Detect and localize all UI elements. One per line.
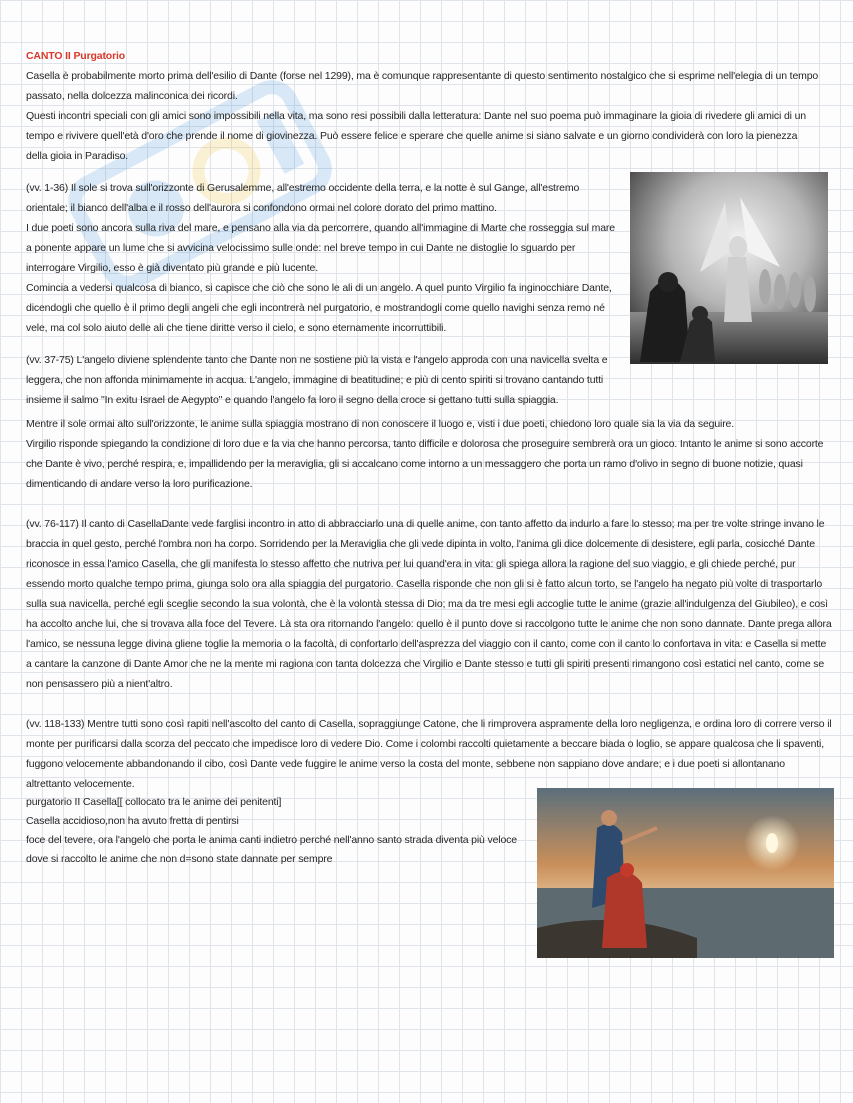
intro-block — [26, 46, 821, 166]
section-vv-37-75 — [26, 350, 626, 410]
notes-block — [26, 793, 531, 869]
note-line: purgatorio II Casella[[ collocato tra le anime dei penitenti] — [26, 796, 282, 808]
intro-paragraph: Questi incontri speciali con gli amici sono impossibili nella vita, ma sono resi possibili dalla letteratura: Dante nel suo poema può immaginare la gioia di rivedere gli amici di un tempo e rivivere quell'età d'oro che prende il nome di giovinezza. Può essere felice e sperare che quelle anime si siano salvate e un giorno condividerà con loro la pienezza della gioia in Paradiso. — [26, 110, 806, 162]
paragraph: (vv. 118-133) Mentre tutti sono così rapiti nell'ascolto del canto di Casella, sopraggiunge Catone, che li rimprovera aspramente della loro negligenza, e ordina loro di correre verso il monte per purificarsi dalla scorza del peccato che impedisce loro di vedere Dio. Come i colombi raccolti quietamente a beccare biada o loglio, se appare qualcosa che li spaventi, fuggono velocemente abbandonando il cibo, così Dante vede fuggire le anime verso la costa del monte, sebbene non sappiano dove andare; e i due poeti si allontanano altrettanto velocemente. — [26, 718, 832, 790]
section-vv-118-133 — [26, 714, 832, 794]
page-title: CANTO II Purgatorio — [26, 50, 126, 62]
paragraph: (vv. 37-75) L'angelo diviene splendente tanto che Dante non ne sostiene più la vista e l'angelo approda con una navicella svelta e leggera, che non affonda minimamente in acqua. L'angelo, immagine di beatitudine; e più di cento spiriti si trovano cantando tutti insieme il salmo "In exitu Israel de Aegypto" e quando l'angelo fa loro il segno della croce si gettano tutti sulla spiaggia. — [26, 354, 608, 406]
paragraph: Mentre il sole ormai alto sull'orizzonte, le anime sulla spiaggia mostrano di non conoscere il luogo e, visti i due poeti, chiedono loro quale sia la via da seguire. — [26, 418, 734, 430]
paragraph: (vv. 1-36) Il sole si trova sull'orizzonte di Gerusalemme, all'estremo occidente della terra, e la notte è sul Gange, all'estremo orientale; il bianco dell'alba e il rosso dell'aurora si confondono ormai nel colore dorato del primo mattino. — [26, 182, 580, 214]
paragraph: Virgilio risponde spiegando la condizione di loro due e la via che hanno percorsa, tanto difficile e dolorosa che proseguire sembrerà ora un gioco. Intanto le anime si sono accorte che Dante è vivo, perché respira, e, impallidendo per la meraviglia, gli si accalcano come intorno a un messaggero che porta un ramo d'olivo in segno di buone notizie, quasi dimenticando di andare verso la loro purificazione. — [26, 438, 824, 490]
angel-engraving-image — [630, 172, 828, 364]
section-vv-37-75-continued — [26, 414, 832, 494]
section-vv-76-117 — [26, 514, 832, 694]
dante-virgil-painting-image — [537, 788, 834, 958]
section-vv-1-36 — [26, 178, 616, 338]
note-line: Casella accidioso,non ha avuto fretta di pentirsi — [26, 815, 239, 827]
paragraph: (vv. 76-117) Il canto di CasellaDante vede farglisi incontro in atto di abbracciarlo una di quelle anime, con tanto affetto da indurlo a fare lo stesso; ma per tre volte stringe invano le braccia in quel gesto, perché l'ombra non ha corpo. Sorridendo per la Meraviglia che gli vede dipinta in volto, l'anima gli dice dolcemente di desistere, egli parla, cosicché Dante riconosce in essa l'amico Casella, che gli manifesta lo stesso affetto che nutriva per lui quand'era in vita: gli spiega allora la ragione del suo viaggio, e gli chiede perché, pur essendo morto qualche tempo prima, giunga solo ora alla spiaggia del purgatorio. Casella risponde che non gli si è fatto alcun torto, se l'angelo ha negato più volte di trasportarlo sulla sua navicella, perché egli sceglie secondo la sua volontà, che è la volontà stessa di Dio; ma da tre mesi egli accoglie tutte le anime (grazie all'indulgenza del Giubileo), e così ha accolto anche lui, che si trovava alla foce del Tevere. Là sta ora ritornando l'angelo: quello è il punto dove si raccolgono tutte le anime che non sono dannate. Dante prega allora l'amico, se nessuna legge divina gliene toglie la memoria o la facoltà, di confortarlo dell'asprezza del viaggio con il canto, come con il canto lo confortava in vita: e Casella si mette a cantare la canzone di Dante Amor che ne la mente mi ragiona con tanta dolcezza che Virgilio e Dante stesso e tutti gli spiriti presenti rimangono così estatici nel canto, come se non pensassero più a nient'altro. — [26, 518, 832, 690]
paragraph: I due poeti sono ancora sulla riva del mare, e pensano alla via da percorrere, quando all'immagine di Marte che rosseggia sul mare a ponente appare un lume che si avvicina velocissimo sulle onde: nel breve tempo in cui Dante ne distoglie lo sguardo per interrogare Virgilio, esso è già diventato più grande e più lucente. — [26, 222, 615, 274]
intro-paragraph: Casella è probabilmente morto prima dell'esilio di Dante (forse nel 1299), ma è comunque rappresentante di questo sentimento nostalgico che si esprime nell'elegia di un tempo passato, nella dolcezza malinconica dei ricordi. — [26, 70, 819, 102]
note-line: foce del tevere, ora l'angelo che porta le anima canti indietro perché nell'anno santo strada diventa più veloce — [26, 834, 517, 846]
paragraph: Comincia a vedersi qualcosa di bianco, si capisce che ciò che sono le ali di un angelo. A quel punto Virgilio fa inginocchiare Dante, dicendogli che quello è il primo degli angeli che egli incontrerà nel purgatorio, e mostrandogli come quello navighi senza remo né vele, ma col solo aiuto delle ali che tiene diritte verso il cielo, e sono eternamente incorruttibili. — [26, 282, 612, 334]
note-line: dove si raccolto le anime che non d=sono state dannate per sempre — [26, 853, 333, 865]
